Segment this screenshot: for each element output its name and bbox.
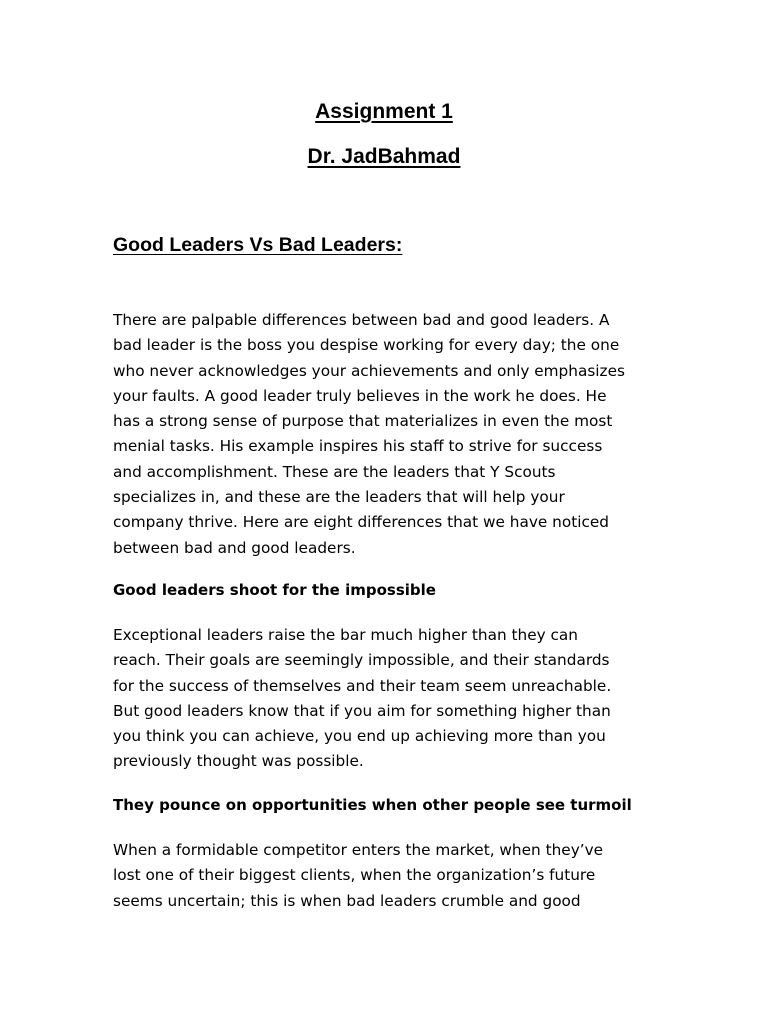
document-title: Assignment 1 [315,100,453,123]
intro-paragraph: There are palpable differences between bad and good leaders. A bad leader is the boss you despise working for every day; the one who never acknowledges your achievements and only emphasizes your faults. A good leader truly believes in the work he does. He has a strong sense of purpose that materializes in even the most menial tasks. His example inspires his staff to strive for success and accomplishment. These are the leaders that Y Scouts specializes in, and these are the leaders that will help your company thrive. Here are eight differences that we have noticed between bad and good leaders. [113,311,625,557]
impossible-paragraph: Exceptional leaders raise the bar much higher than they can reach. Their goals are seemingly impossible, and their standards for the success of themselves and their team seem unreachable. But good leaders know that if you aim for something higher than you think you can achieve, you end up achieving more than you previously thought was possible. [113,626,612,771]
opportunities-paragraph: When a formidable competitor enters the market, when they’ve lost one of their biggest clients, when the organization’s future seems uncertain; this is when bad leaders crumble and good [113,841,604,910]
document-author: Dr. JadBahmad [307,145,461,168]
subheading-impossible: Good leaders shoot for the impossible [113,581,436,599]
subheading-opportunities: They pounce on opportunities when other people see turmoil [113,796,632,814]
section-heading: Good Leaders Vs Bad Leaders: [113,234,403,256]
